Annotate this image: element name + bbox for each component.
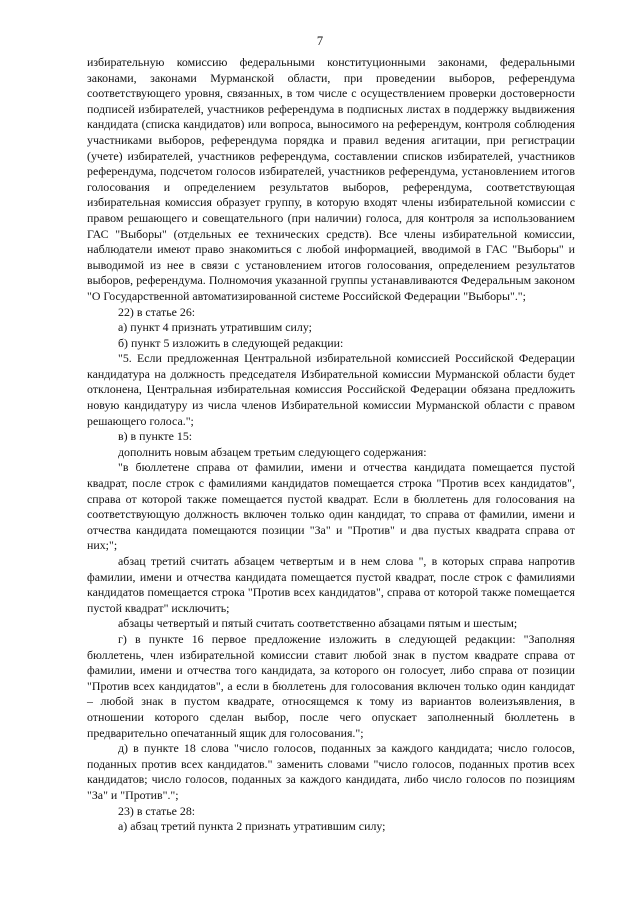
paragraph: д) в пункте 18 слова "число голосов, поданных за каждого кандидата; число голосов, поданных против всех кандидатов." заменить словами "число голосов, поданных против всех кандидатов; число голосов, поданных за каждого кандидата, либо число голосов по позициям "За" и "Против"."; — [87, 741, 575, 802]
paragraph: б) пункт 5 изложить в следующей редакции: — [118, 335, 344, 350]
paragraph: в) в пункте 15: — [118, 429, 193, 444]
paragraph: "в бюллетене справа от фамилии, имени и отчества кандидата помещается пустой квадрат, после строк с фамилиями кандидатов помещается строка "Против всех кандидатов", справа от которой также помещается пустой квадрат. Если в бюллетень для голосования на соответствующую должность включен только один кандидат, то справа от фамилии, имени и отчества кандидата помещаются позиции "За" и "Против" и два пустых квадрата справа от них;"; — [87, 460, 575, 553]
paragraph: избирательную комиссию федеральными конституционными законами, федеральными законами, законами Мурманской области, при проведении выборов, референдума соответствующего уровня, связанных, в том числе с осуществлением проверки достоверности подписей избирателей, участников референдума в подписных листах в поддержку выдвижения кандидата (списка кандидатов) или вопроса, выносимого на референдум, контроля соблюдения участниками выборов, референдума порядка и правил ведения агитации, при регистрации (учете) избирателей, участников референдума, составлении списков избирателей, участников референдума, подсчетом голосов избирателей, участников референдума, установлением итогов голосования и определением результатов выборов, референдума, соответствующая избирательная комиссия образует группу, в которую входят члены избирательной комиссии с правом решающего и совещательного (при наличии) голоса, для контроля за использованием ГАС "Выборы" (отдельных ее технических средств). Все члены избирательной комиссии, наблюдатели имеют право знакомиться с любой информацией, вводимой в ГАС "Выборы" и выводимой из нее в связи с установлением итогов голосования, определением результатов выборов, референдума. Полномочия указанной группы устанавливаются Федеральным законом "О Государственной автоматизированной системе Российской Федерации "Выборы"."; — [87, 55, 575, 303]
paragraph: дополнить новым абзацем третьим следующего содержания: — [118, 444, 427, 459]
paragraph: а) абзац третий пункта 2 признать утратившим силу; — [118, 819, 386, 834]
document-body — [87, 55, 575, 835]
paragraph: абзацы четвертый и пятый считать соответственно абзацами пятым и шестым; — [118, 616, 518, 631]
paragraph: 22) в статье 26: — [118, 304, 196, 319]
paragraph: г) в пункте 16 первое предложение изложить в следующей редакции: "Заполняя бюллетень, член избирательной комиссии ставит любой знак в пустом квадрате справа от фамилии, имени и отчества того кандидата, за которого он голосует, либо справа от позиции "Против всех кандидатов", а если в бюллетень для голосования включен только один кандидат – любой знак в пустом квадрате, относящемся к тому из вариантов волеизъявления, в отношении которого сделан выбор, после чего опускает заполненный бюллетень в предварительно опечатанный ящик для голосования."; — [87, 631, 575, 740]
paragraph: 23) в статье 28: — [118, 803, 196, 818]
paragraph: абзац третий считать абзацем четвертым и в нем слова ", в которых справа напротив фамилии, имени и отчества кандидата помещается пустой квадрат, после строк с фамилиями кандидатов помещается строка "Против всех кандидатов", справа от которой также помещается пустой квадрат" исключить; — [87, 554, 575, 615]
page-number: 7 — [316, 34, 324, 48]
paragraph: "5. Если предложенная Центральной избирательной комиссией Российской Федерации кандидатура на должность председателя Избирательной комиссии Мурманской области будет отклонена, Центральная избирательная комиссия Российской Федерации обязана предложить новую кандидатуру из числа членов Избирательной комиссии Мурманской области с правом решающего голоса."; — [87, 351, 575, 428]
paragraph: а) пункт 4 признать утратившим силу; — [118, 320, 312, 335]
